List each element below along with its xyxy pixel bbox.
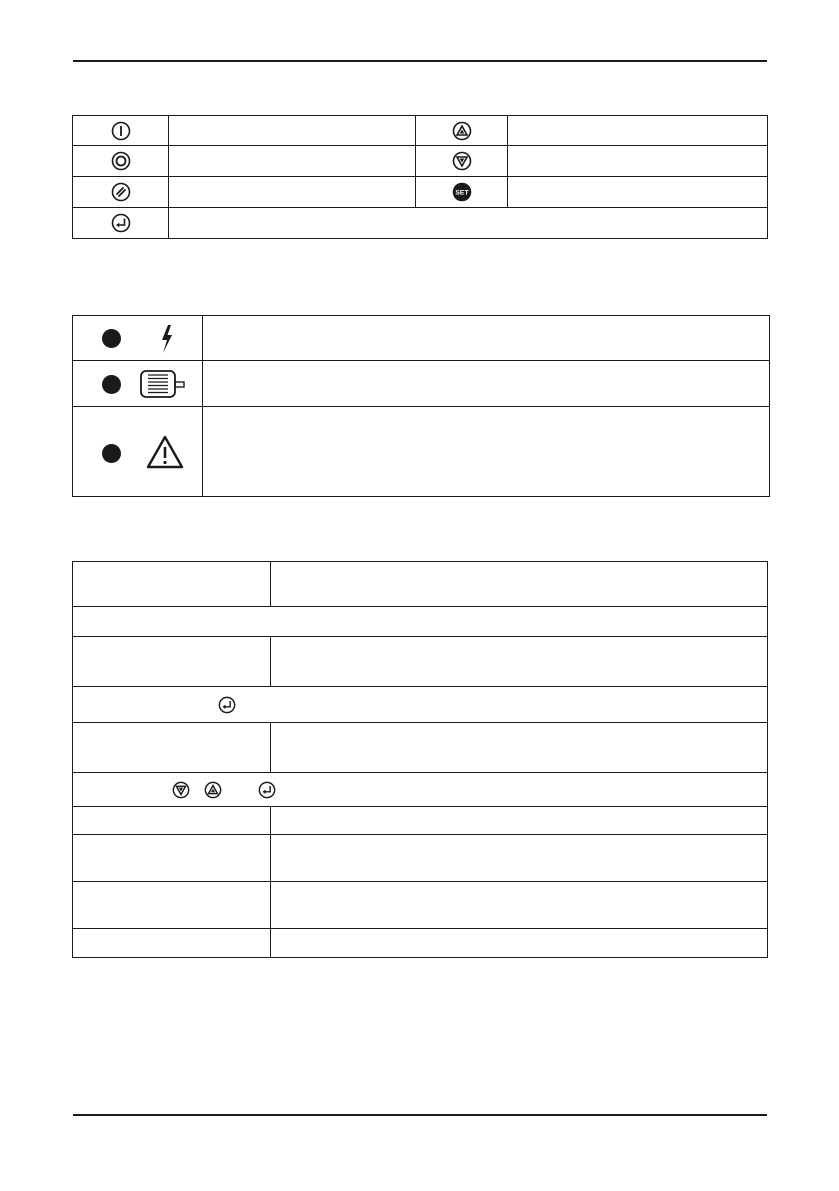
set-key-icon: [452, 182, 472, 202]
procedure-instruction-cell: [73, 773, 768, 807]
power-on-key-label: [169, 116, 416, 146]
set-key-label: [508, 177, 768, 208]
set-key-cell: [416, 177, 508, 208]
power-on-key-icon: [111, 121, 131, 141]
procedure-step-cell: [73, 562, 271, 607]
procedure-row: [73, 929, 768, 958]
led-legend-row: [73, 407, 770, 497]
down-arrow-key-cell: [416, 146, 508, 177]
reset-key-icon: [111, 182, 131, 202]
procedure-desc-cell: [271, 882, 768, 929]
led-indicator: [102, 375, 121, 394]
led-legend-row: [73, 361, 770, 407]
procedure-desc-cell: [271, 807, 768, 835]
led-indicator: [102, 329, 121, 348]
enter-key-label: [169, 208, 768, 239]
procedure-desc-cell: [271, 637, 768, 687]
procedure-desc-cell: [271, 835, 768, 882]
procedure-row: [73, 723, 768, 773]
power-on-key-cell: [73, 116, 169, 146]
alarm-led-label: [203, 407, 770, 497]
procedure-instruction-cell: [73, 687, 768, 723]
procedure-row: [73, 562, 768, 607]
enter-key-icon: [111, 213, 131, 233]
down-arrow-key-icon: [172, 781, 190, 799]
procedure-step-cell: [73, 637, 271, 687]
procedure-row: [73, 835, 768, 882]
key-legend-row: [73, 208, 768, 239]
procedure-desc-cell: [271, 723, 768, 773]
reset-key-label: [169, 177, 416, 208]
procedure-row: [73, 882, 768, 929]
up-arrow-key-label: [508, 116, 768, 146]
procedure-row: [73, 807, 768, 835]
motor-icon: [139, 369, 187, 399]
procedure-row: [73, 607, 768, 637]
procedure-desc-cell: [271, 562, 768, 607]
up-arrow-key-cell: [416, 116, 508, 146]
key-legend-row: [73, 177, 768, 208]
power-led-cell: [73, 316, 203, 361]
key-legend-row: [73, 146, 768, 177]
header-rule: [73, 60, 767, 62]
down-arrow-key-label: [508, 146, 768, 177]
enter-key-cell: [73, 208, 169, 239]
lightning-icon: [160, 325, 174, 353]
enter-key-icon: [258, 781, 276, 799]
procedure-step-cell: [73, 723, 271, 773]
stop-key-label: [169, 146, 416, 177]
up-arrow-key-icon: [204, 781, 222, 799]
set-key-text: SET: [454, 189, 469, 197]
motor-led-label: [203, 361, 770, 407]
warning-triangle-icon: [146, 435, 184, 469]
procedure-step-cell: [73, 835, 271, 882]
reset-key-cell: [73, 177, 169, 208]
led-legend-row: [73, 316, 770, 361]
stop-key-icon: [111, 151, 131, 171]
enter-key-icon: [218, 696, 236, 714]
procedure-step-cell: [73, 807, 271, 835]
key-legend-table: [72, 115, 768, 239]
down-arrow-key-icon: [452, 151, 472, 171]
stop-key-cell: [73, 146, 169, 177]
procedure-step-cell: [73, 929, 271, 958]
motor-led-cell: [73, 361, 203, 407]
procedure-instruction-cell: [73, 607, 768, 637]
alarm-led-cell: [73, 407, 203, 497]
led-indicator: [102, 444, 121, 463]
up-arrow-key-icon: [452, 121, 472, 141]
procedure-step-cell: [73, 882, 271, 929]
procedure-row: [73, 773, 768, 807]
procedure-desc-cell: [271, 929, 768, 958]
procedure-row: [73, 687, 768, 723]
led-legend-table: [72, 315, 770, 497]
power-led-label: [203, 316, 770, 361]
procedure-table: [72, 561, 768, 958]
key-legend-row: [73, 116, 768, 146]
footer-rule: [73, 1114, 767, 1116]
procedure-row: [73, 637, 768, 687]
